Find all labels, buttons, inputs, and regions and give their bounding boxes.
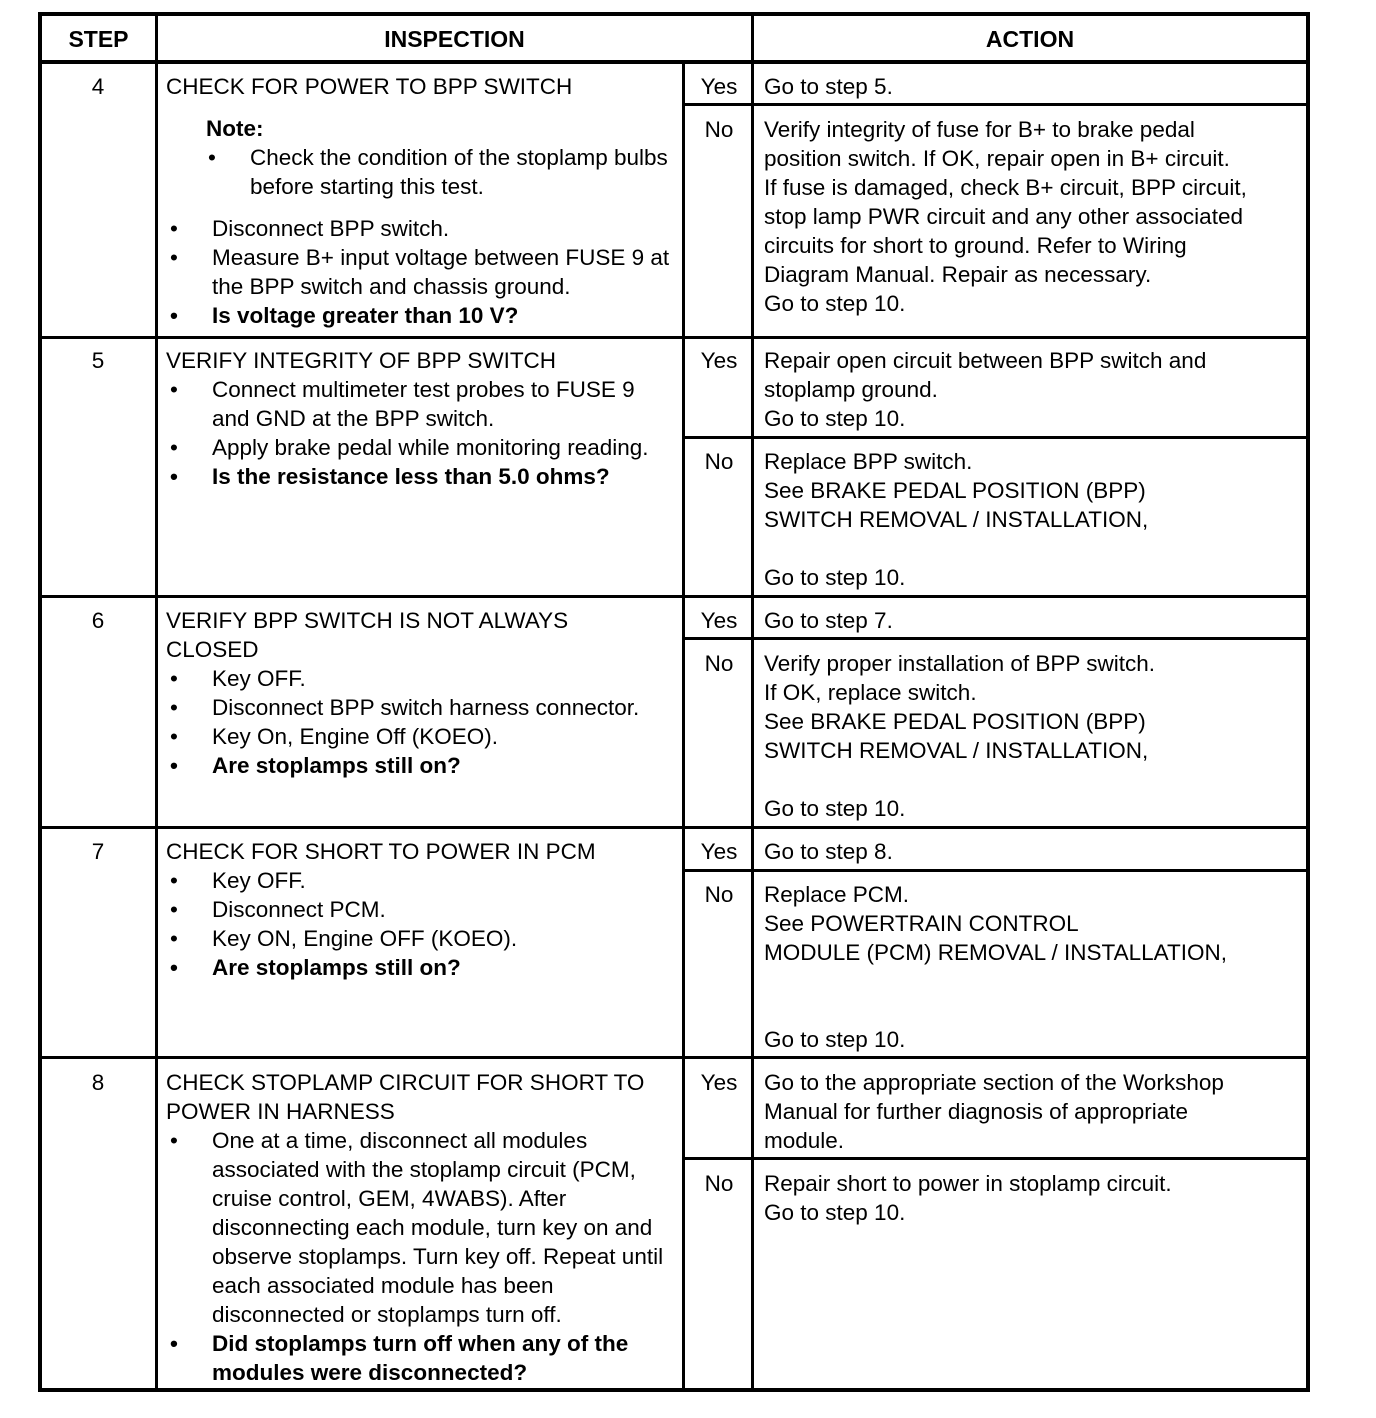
row-divider — [42, 1056, 1306, 1059]
yes-label: Yes — [700, 348, 738, 373]
inspection-step: • Disconnect PCM. — [166, 895, 672, 924]
inspection-step: • Measure B+ input voltage between FUSE 9 at the BPP switch and chassis ground. — [166, 243, 672, 301]
inspection-step: • Key On, Engine Off (KOEO). — [166, 722, 666, 751]
row-divider — [42, 826, 1306, 829]
step-number: 6 — [91, 608, 105, 633]
yes-no-divider — [682, 103, 1306, 106]
step-title: VERIFY BPP SWITCH IS NOT ALWAYS CLOSED — [166, 608, 569, 662]
step-number: 4 — [91, 74, 105, 99]
inspection-cell — [166, 346, 672, 491]
step-number: 5 — [91, 348, 105, 373]
step-number: 7 — [91, 839, 105, 864]
inspection-question: • Is the resistance less than 5.0 ohms? — [166, 462, 672, 491]
no-action: Repair short to power in stoplamp circuit. Go to step 10. — [764, 1171, 1172, 1225]
yes-action: Go to step 8. — [764, 839, 893, 864]
yes-action: Go to step 7. — [764, 608, 893, 633]
row-divider — [42, 336, 1306, 339]
note-label: Note: — [206, 116, 264, 141]
inspection-steps — [166, 375, 672, 491]
yes-action: Go to step 5. — [764, 74, 893, 99]
action-column-header: ACTION — [985, 25, 1075, 52]
yes-action: Go to the appropriate section of the Workshop Manual for further diagnosis of appropriate module. — [764, 1070, 1224, 1153]
inspection-cell — [166, 837, 672, 982]
yes-no-divider — [682, 637, 1306, 640]
step-title: VERIFY INTEGRITY OF BPP SWITCH — [166, 348, 557, 373]
no-label: No — [704, 117, 734, 142]
inspection-step: • Disconnect BPP switch harness connector. — [166, 693, 666, 722]
step-title: CHECK FOR POWER TO BPP SWITCH — [166, 74, 573, 99]
step-column-header: STEP — [68, 25, 129, 52]
yes-label: Yes — [700, 608, 738, 633]
inspection-question: • Is voltage greater than 10 V? — [166, 301, 672, 330]
yes-label: Yes — [700, 839, 738, 864]
inspection-step: • Key ON, Engine OFF (KOEO). — [166, 924, 672, 953]
no-action: Replace PCM. See POWERTRAIN CONTROL MODULE (PCM) REMOVAL / INSTALLATION, Go to step 10. — [764, 882, 1227, 1052]
no-label: No — [704, 449, 734, 474]
step-number: 8 — [91, 1070, 105, 1095]
inspection-step: • Disconnect BPP switch. — [166, 214, 672, 243]
yes-label: Yes — [700, 74, 738, 99]
inspection-step: • Key OFF. — [166, 664, 666, 693]
inspection-steps — [166, 664, 666, 780]
note-list — [166, 143, 672, 201]
inspection-cell — [166, 1068, 676, 1387]
yes-no-divider — [682, 436, 1306, 439]
no-action: Verify proper installation of BPP switch. If OK, replace switch. See BRAKE PEDAL POSITION (BPP) SWITCH REMOVAL / INSTALLATION, Go to step 10. — [764, 651, 1156, 821]
step-title: CHECK STOPLAMP CIRCUIT FOR SHORT TO POWER IN HARNESS — [166, 1070, 645, 1124]
no-label: No — [704, 651, 734, 676]
inspection-cell — [166, 606, 666, 780]
inspection-steps — [166, 866, 672, 982]
no-label: No — [704, 1171, 734, 1196]
inspection-step: • Apply brake pedal while monitoring reading. — [166, 433, 672, 462]
column-divider — [155, 16, 158, 1392]
row-divider — [42, 60, 1306, 64]
inspection-step: • Connect multimeter test probes to FUSE 9 and GND at the BPP switch. — [166, 375, 672, 433]
inspection-question: • Did stoplamps turn off when any of the modules were disconnected? — [166, 1329, 676, 1387]
diagnostic-table — [38, 12, 1310, 1392]
no-label: No — [704, 882, 734, 907]
yes-no-divider — [682, 869, 1306, 872]
inspection-question: • Are stoplamps still on? — [166, 953, 672, 982]
yes-label: Yes — [700, 1070, 738, 1095]
no-action: Replace BPP switch. See BRAKE PEDAL POSITION (BPP) SWITCH REMOVAL / INSTALLATION, Go to step 10. — [764, 449, 1149, 590]
inspection-step: • Key OFF. — [166, 866, 672, 895]
inspection-cell — [166, 72, 672, 330]
step-title: CHECK FOR SHORT TO POWER IN PCM — [166, 839, 596, 864]
yes-action: Repair open circuit between BPP switch and stoplamp ground. Go to step 10. — [764, 348, 1207, 431]
inspection-steps — [166, 1126, 676, 1387]
yes-no-divider — [682, 1157, 1306, 1160]
no-action: Verify integrity of fuse for B+ to brake pedal position switch. If OK, repair open in B+ circuit. If fuse is damaged, check B+ circuit, BPP circuit, stop lamp PWR circuit and any other associated circuits for short to ground. Refer to Wiring Diagram Manual. Repair as necessary. Go to step 10. — [764, 117, 1247, 316]
inspection-question: • Are stoplamps still on? — [166, 751, 666, 780]
inspection-steps — [166, 214, 672, 330]
note-item: • Check the condition of the stoplamp bulbs before starting this test. — [206, 143, 672, 201]
row-divider — [42, 595, 1306, 598]
inspection-step: • One at a time, disconnect all modules associated with the stoplamp circuit (PCM, cruise control, GEM, 4WABS). After disconnecting each module, turn key on and observe stoplamps. Turn key off. Repeat until each associated module has been disconnected or stoplamps turn off. — [166, 1126, 676, 1329]
inspection-column-header: INSPECTION — [384, 25, 525, 52]
